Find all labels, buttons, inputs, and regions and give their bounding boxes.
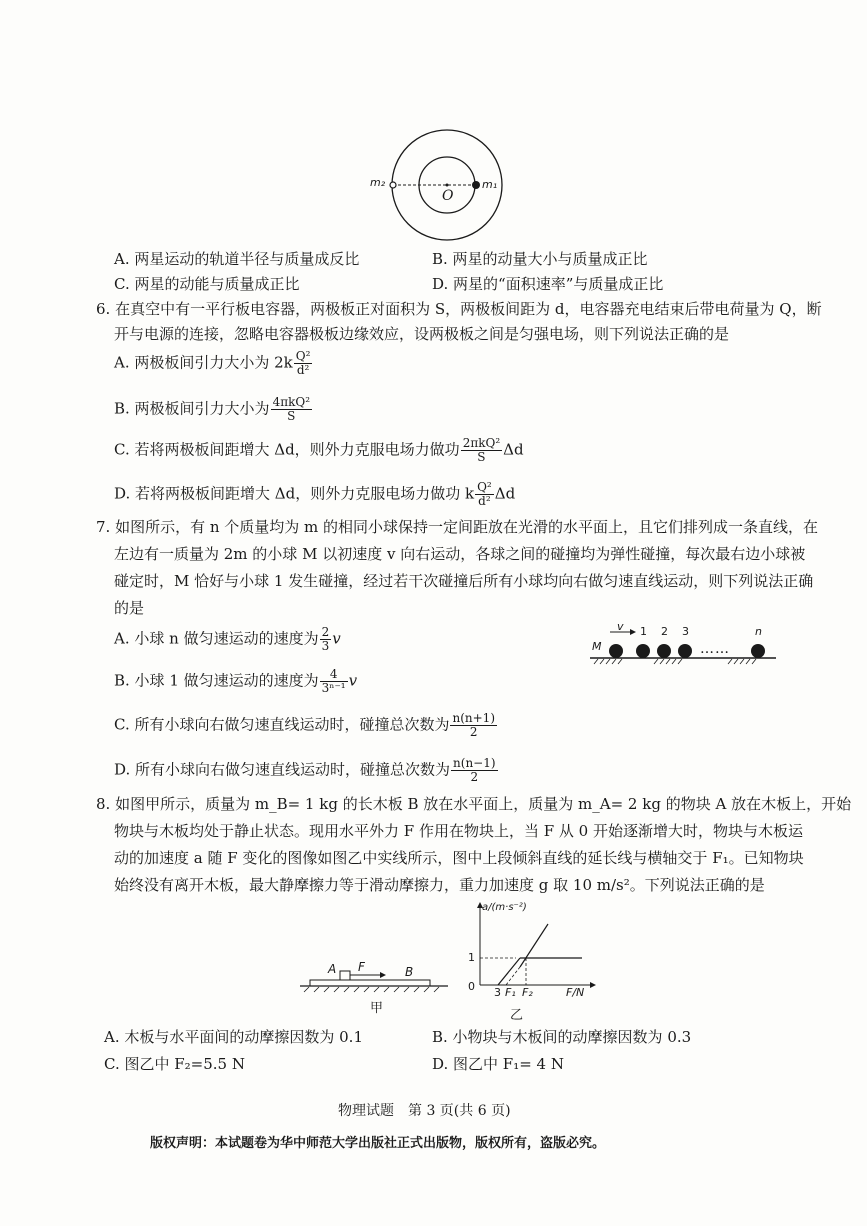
q7-option-c: C. 所有小球向右做匀速直线运动时，碰撞总次数为 $\frac{n(n+1)}{2}$ <box>114 711 495 739</box>
a-F-graph <box>462 900 602 1000</box>
q8-yi-y1: 1 <box>468 951 475 964</box>
q5-option-c: C. 两星的动能与质量成正比 <box>114 275 300 293</box>
q6-c-fraction: $\frac{\text{2πkQ²}}{S}$ <box>462 436 501 464</box>
orbit-label-center: O <box>442 188 454 204</box>
q7-option-a: A. 小球 n 做匀速运动的速度为 $\frac{2}{3}$ v <box>114 625 341 653</box>
q7-fig-3: 3 <box>682 625 689 638</box>
q7-stem-line1: 7. 如图所示，有 n 个质量均为 m 的相同小球保持一定间距放在光滑的水平面上，且它们排列成一条直线，在 <box>96 518 819 536</box>
q6-option-d: D. 若将两极板间距增大 Δd，则外力克服电场力做功 k $\frac{\text{Q²}}{\text{d²}}$ Δd <box>114 480 516 508</box>
q5-option-b: B. 两星的动量大小与质量成正比 <box>432 250 648 268</box>
q8-jia-label-B: B <box>405 965 414 979</box>
q8-jia-caption: 甲 <box>370 1001 384 1016</box>
q7-c-fraction: $\frac{n(n+1)}{2}$ <box>452 711 495 739</box>
q5-option-a: A. 两星运动的轨道半径与质量成反比 <box>114 250 360 268</box>
q8-option-b: B. 小物块与木板间的动摩擦因数为 0.3 <box>432 1028 692 1046</box>
q7-option-b: B. 小球 1 做匀速运动的速度为 $\frac{4}{\text{3ⁿ⁻¹}}$ v <box>114 667 358 695</box>
q6-option-b: B. 两极板间引力大小为 $\frac{\text{4πkQ²}}{S}$ <box>114 395 311 423</box>
q6-option-a: A. 两极板间引力大小为 2k $\frac{\text{Q²}}{\text{d²}}$ <box>114 349 311 377</box>
q6-stem-line1: 6. 在真空中有一平行板电容器，两极板正对面积为 S，两极板间距为 d，电容器充电结束后带电荷量为 Q，断 <box>96 300 822 318</box>
q8-jia-label-A: A <box>328 962 337 976</box>
q7-fig-2: 2 <box>661 625 668 638</box>
q8-yi-xlabel: F/N <box>566 986 585 999</box>
q8-stem-line3: 动的加速度 a 随 F 变化的图像如图乙中实线所示，图中上段倾斜直线的延长线与横轴交于 F₁。已知物块 <box>114 849 804 867</box>
q8-option-a: A. 木板与水平面间的动摩擦因数为 0.1 <box>104 1028 363 1046</box>
q7-a-fraction: $\frac{2}{3}$ <box>321 625 330 653</box>
q8-stem-line1: 8. 如图甲所示，质量为 m_B= 1 kg 的长木板 B 放在水平面上，质量为 m_A= 2 kg 的物块 A 放在木板上，开始 <box>96 795 852 813</box>
q8-yi-xF1: F₁ <box>505 986 516 999</box>
q7-fig-1: 1 <box>640 625 647 638</box>
q6-option-c: C. 若将两极板间距增大 Δd，则外力克服电场力做功 $\frac{\text{2πkQ²}}{S}$ Δd <box>114 436 524 464</box>
q7-fig-n: n <box>755 625 762 638</box>
orbit-label-m1: m₁ <box>482 178 498 191</box>
q5-option-d: D. 两星的“面积速率”与质量成正比 <box>432 275 664 293</box>
q7-stem-line3: 碰定时，M 恰好与小球 1 发生碰撞，经过若干次碰撞后所有小球均向右做匀速直线运动，则下列说法正确 <box>114 572 814 590</box>
q7-fig-v: v <box>617 620 624 633</box>
q7-stem-line2: 左边有一质量为 2m 的小球 M 以初速度 v 向右运动，各球之间的碰撞均为弹性碰撞，每次最右边小球被 <box>114 545 806 563</box>
q8-yi-ylabel: a/(m·s⁻²) <box>482 902 527 913</box>
q6-a-fraction: $\frac{\text{Q²}}{\text{d²}}$ <box>295 349 311 377</box>
q8-figure-yi <box>462 900 602 1000</box>
q8-option-c: C. 图乙中 F₂=5.5 N <box>104 1055 245 1073</box>
q8-stem-line2: 物块与木板均处于静止状态。现用水平外力 F 作用在物块上，当 F 从 0 开始逐渐增大时，物块与木板运 <box>114 822 803 840</box>
q7-fig-M: M <box>592 640 602 653</box>
q8-yi-caption: 乙 <box>510 1008 524 1023</box>
q8-option-d: D. 图乙中 F₁= 4 N <box>432 1055 564 1073</box>
q8-stem-line4: 始终没有离开木板，最大静摩擦力等于滑动摩擦力，重力加速度 g 取 10 m/s²。下列说法正确的是 <box>114 876 765 894</box>
q7-b-fraction: $\frac{4}{\text{3ⁿ⁻¹}}$ <box>321 667 346 695</box>
q8-yi-xF2: F₂ <box>522 986 533 999</box>
q6-stem-line2: 开与电源的连接，忽略电容器极板边缘效应，设两极板之间是匀强电场，则下列说法正确的是 <box>114 325 730 343</box>
q8-figure-jia <box>300 955 460 995</box>
q7-d-fraction: $\frac{n(n-1)}{2}$ <box>453 756 496 784</box>
q6-b-fraction: $\frac{\text{4πkQ²}}{S}$ <box>272 395 311 423</box>
q7-fig-dots: …… <box>700 641 730 657</box>
q7-stem-line4: 的是 <box>114 599 145 617</box>
copyright-notice: 版权声明：本试题卷为华中师范大学出版社正式出版物，版权所有，盗版必究。 <box>150 1136 606 1151</box>
q7-option-d: D. 所有小球向右做匀速直线运动时，碰撞总次数为 $\frac{n(n-1)}{2}$ <box>114 756 496 784</box>
page-footer: 物理试题 第 3 页(共 6 页) <box>338 1103 511 1119</box>
q8-yi-origin: 0 <box>468 980 475 993</box>
block-board-diagram <box>300 955 460 995</box>
q8-yi-x3: 3 <box>494 986 501 999</box>
q8-jia-label-F: F <box>358 960 365 974</box>
orbit-label-m2: m₂ <box>370 176 386 189</box>
q6-d-fraction: $\frac{\text{Q²}}{\text{d²}}$ <box>477 480 492 508</box>
